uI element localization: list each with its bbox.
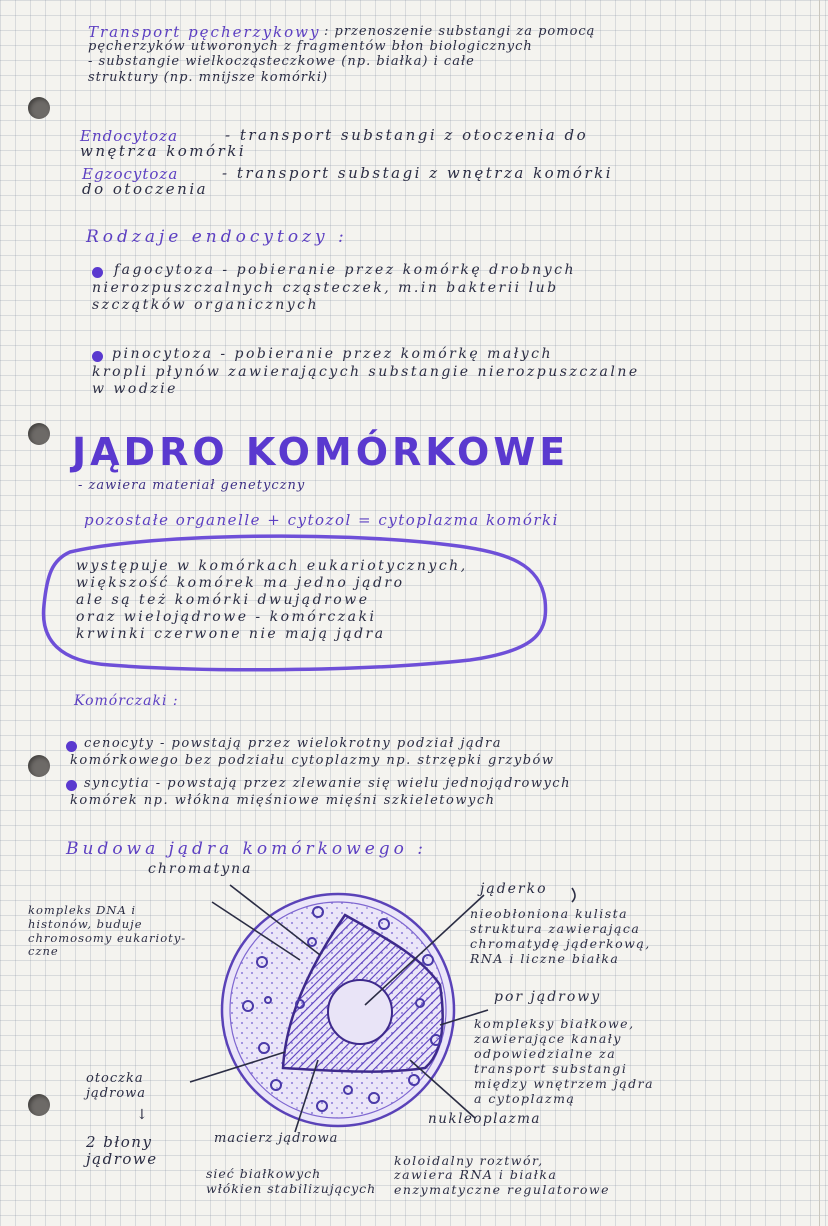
cytoplazma-formula: pozostałe organelle + cytozol = cytoplazma komórki [84,511,559,529]
egzocytoza-text: - transport substagi z wnętrza komórki do otoczenia [82,164,614,198]
label-por: por jądrowy [494,989,602,1005]
komorczaki-item-1: cenocyty - powstają przez wielokrotny podział jądra komórkowego bez podziału cytoplazmy np. strzępki grzybów [70,736,555,768]
label-kompleks: kompleks DNA i histonów, buduje chromosomy eukarioty- czne [28,903,187,959]
egzocytoza-title: Egzocytoza [82,165,179,183]
rodzaje-item-2: pinocytoza - pobieranie przez komórkę małych kropli płynów zawierających substangie nierozpuszczalne w wodzie [92,346,640,397]
label-koloid: koloidalny roztwór, zawiera RNA i białka enzymatyczne regulatorowe [394,1153,611,1197]
label-macierz: macierz jądrowa [214,1131,339,1146]
arrow-down-icon: ↓ [136,1107,149,1123]
rodzaje-item-1: fagocytoza - pobieranie przez komórkę drobnych nierozpuszczalnych cząsteczek, m.in bakterii lub szczątków organicznych [92,262,576,313]
jadro-subtitle: - zawiera materiał genetyczny [78,478,306,493]
label-btony: 2 błony jądrowe [86,1133,158,1169]
jadro-boxed-note: występuje w komórkach eukariotycznych, większość komórek ma jedno jądro ale są też komórki dwujądrowe oraz wielojądrowe - komórczaki krwinki czerwone nie mają jądra [76,558,468,643]
label-por-desc: kompleksy białkowe, zawierające kanały odpowiedzialne za transport substangi między wnętrzem jądra a cytoplazmą [474,1016,655,1106]
label-macierz-desc: sieć białkowych włókien stabilizujących [206,1166,377,1196]
label-jaderko: jąderko [480,881,548,897]
komorczaki-heading: Komórczaki : [74,693,179,709]
budowa-heading: Budowa jądra komórkowego : [66,839,428,859]
label-nukleoplazma: nukleoplazma [428,1111,541,1127]
label-jaderko-desc: nieobłoniona kulista struktura zawierająca chromatydę jąderkową, RNA i liczne białka [470,906,651,966]
endocytoza-title: Endocytoza [80,127,179,145]
label-chromatyna: chromatyna [148,861,253,877]
label-otoczka: otoczka jądrowa [86,1071,147,1101]
endocytoza-text: - transport substangi z otoczenia do wnętrza komórki [80,126,589,160]
komorczaki-item-2: syncytia - powstają przez zlewanie się wielu jednojądrowych komórek np. włókna mięśniowe mięśni szkieletowych [70,776,571,808]
transport-text: : przenoszenie substangi za pomocą pęcherzyków utworonych z fragmentów błon biologicznych - substangie wielkocząsteczkowe (np. białka) i całe struktury (np. mnijsze komórki) [88,24,596,85]
jadro-title: JĄDRO KOMÓRKOWE [72,430,570,474]
rodzaje-heading: Rodzaje endocytozy : [86,227,348,247]
transport-title: Transport pęcherzykowy [88,23,321,41]
